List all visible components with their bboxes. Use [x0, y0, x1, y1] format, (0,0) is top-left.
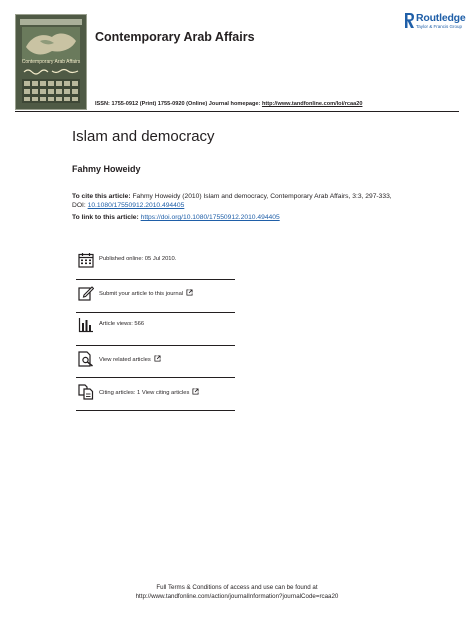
issn-label: ISSN: 1755-0912 (Print) 1755-0920 (Online) Journal homepage:	[95, 101, 261, 107]
published-online-text: Published online: 05 Jul 2010.	[99, 256, 177, 262]
cover-arabic-title-graphic	[22, 67, 80, 75]
submit-article-link[interactable]: Submit your article to this journal	[99, 289, 193, 297]
terms-footer	[0, 583, 474, 601]
journal-title[interactable]: Contemporary Arab Affairs	[95, 30, 255, 44]
citing-articles-row[interactable]	[76, 382, 236, 404]
submit-article-row[interactable]	[76, 283, 236, 305]
search-document-icon	[78, 351, 94, 367]
published-online-row	[76, 250, 236, 272]
cover-title: Contemporary Arab Affairs	[21, 59, 81, 65]
header-divider	[15, 111, 459, 112]
info-divider	[76, 345, 235, 346]
publisher-name: Routledge	[416, 12, 466, 24]
journal-cover-image	[15, 14, 87, 110]
article-author: Fahmy Howeidy	[72, 164, 141, 174]
citation-doi-link[interactable]: 10.1080/17550912.2010.494405	[87, 202, 185, 209]
citing-articles-link[interactable]: Citing articles: 1 View citing articles	[99, 388, 199, 396]
journal-homepage-link[interactable]: http://www.tandfonline.com/loi/rcaa20	[261, 101, 363, 107]
external-link-icon	[186, 289, 193, 296]
documents-icon	[78, 384, 94, 400]
routledge-logo-icon	[403, 12, 415, 29]
map-graphic	[22, 27, 80, 61]
info-divider	[76, 377, 235, 378]
related-articles-link[interactable]: View related articles	[99, 355, 161, 363]
article-title: Islam and democracy	[72, 128, 215, 145]
bar-chart-icon	[78, 317, 94, 333]
article-views-text: Article views: 566	[99, 321, 145, 327]
article-link-label: To link to this article:	[72, 214, 139, 221]
calendar-icon	[78, 252, 94, 268]
citation-text: Fahmy Howeidy (2010) Islam and democracy, Contemporary Arab Affairs, 3:3, 297-333, DOI:	[72, 193, 392, 209]
terms-text: Full Terms & Conditions of access and use can be found at	[156, 584, 318, 591]
edit-icon	[78, 285, 94, 301]
article-doi-link[interactable]: https://doi.org/10.1080/17550912.2010.494405	[140, 214, 280, 221]
info-divider	[76, 410, 235, 411]
external-link-icon	[154, 355, 161, 362]
related-articles-row[interactable]	[76, 349, 236, 371]
info-divider	[76, 312, 235, 313]
terms-link[interactable]: http://www.tandfonline.com/action/journalInformation?journalCode=rcaa20	[135, 593, 339, 600]
cover-pattern-graphic	[22, 79, 80, 103]
article-views-row	[76, 315, 236, 337]
issn-line	[95, 101, 362, 107]
citation-block	[72, 192, 402, 210]
citation-label: To cite this article:	[72, 193, 131, 200]
info-divider	[76, 279, 235, 280]
article-link-block	[72, 214, 280, 221]
external-link-icon	[192, 388, 199, 395]
publisher-subtitle: Taylor & Francis Group	[416, 24, 463, 29]
